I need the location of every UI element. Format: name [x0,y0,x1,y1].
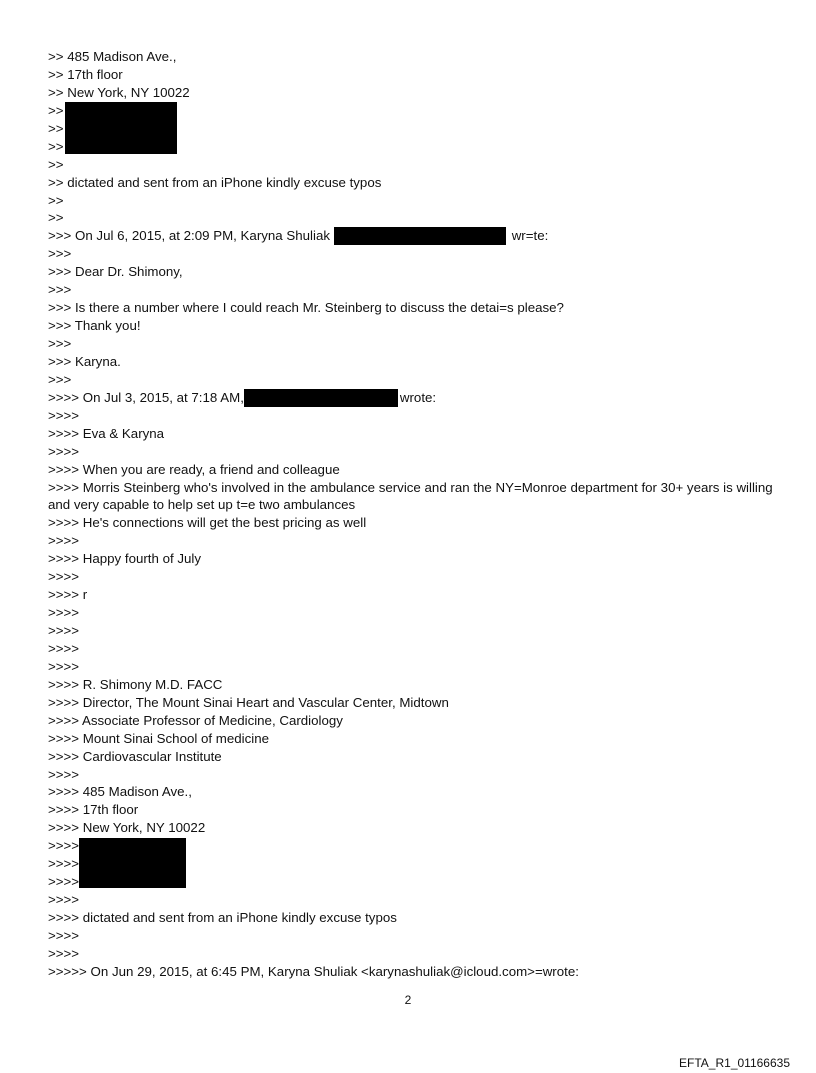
text-line: >>>> Mount Sinai School of medicine [48,730,270,746]
line-text: >>>> On Jul 3, 2015, at 7:18 AM, [48,389,244,405]
text-line [48,227,778,245]
redaction-bar [244,389,398,407]
text-line: >>>> [48,658,80,674]
text-line: >> [48,138,64,154]
text-line: >> 485 Madison Ave., [48,49,177,64]
text-line: >>>> [48,569,80,585]
text-line: >>>> Happy fourth of July [48,551,202,567]
text-line: >>>> When you are ready, a friend and colleague [48,461,340,477]
text-line: >>> Karyna. [48,353,121,369]
text-line: >>>> [48,874,80,890]
text-line: >> [48,120,64,136]
text-line: >>> Thank you! [48,318,141,334]
text-line: >> [48,156,64,172]
text-line: >>>> He's connections will get the best pricing as well [48,515,367,531]
text-line: >> dictated and sent from an iPhone kindly excuse typos [48,174,382,190]
text-line: >>>> 485 Madison Ave., [48,784,192,800]
text-line: >>>> [48,640,80,656]
text-line: >>>> Cardiovascular Institute [48,748,222,764]
text-line: >>>> [48,856,80,872]
text-line: >>>> [48,443,80,459]
text-line: >>>> [48,892,80,908]
text-line: >>>> R. Shimony M.D. FACC [48,676,223,692]
text-line: >>>>> On Jun 29, 2015, at 6:45 PM, Karyna Shuliak <karynashuliak@icloud.com>=wrote: [48,963,579,979]
text-line: >>>> [48,623,80,639]
text-line: >>>> 17th floor [48,802,139,818]
document-id: EFTA_R1_01166635 [679,1056,790,1070]
wrote-suffix: wrote: [399,389,437,405]
text-line: >>>> [48,766,80,782]
page-number: 2 [404,993,412,1007]
text-line: >> [48,210,64,226]
wrote-suffix: wr=te: [511,228,549,244]
line-text: >>> On Jul 6, 2015, at 2:09 PM, Karyna Shuliak [48,228,334,244]
text-line: >>>> Associate Professor of Medicine, Cardiology [48,712,343,728]
text-line: >>> Dear Dr. Shimony, [48,264,183,280]
text-line: >>> [48,282,72,298]
text-line: >>> [48,246,72,262]
text-line: >>>> [48,945,80,961]
text-line [48,389,778,407]
text-line: >>> [48,336,72,351]
text-line: >>>> [48,407,80,423]
redaction-bar [334,227,506,245]
redaction-block [79,838,186,888]
text-line: >>> Is there a number where I could reach Mr. Steinberg to discuss the detai=s please? [48,300,564,316]
text-line: >>>> New York, NY 10022 [48,820,206,836]
text-line: >>>> Eva & Karyna [48,425,165,441]
text-line: >>> [48,371,72,387]
text-line: >> New York, NY 10022 [48,84,190,100]
text-line: >>>> [48,927,80,943]
text-line: >> 17th floor [48,66,123,82]
text-line: >>>> [48,533,80,549]
text-line: >>>> Director, The Mount Sinai Heart and Vascular Center, Midtown [48,694,449,710]
text-line-wrapped: >>>> Morris Steinberg who's involved in the ambulance service and ran the NY=Monroe department for 30+ years is willing and very capable to help set up t=e two ambulances [48,479,773,513]
text-line: >>>> [48,838,80,854]
text-line: >>>> dictated and sent from an iPhone kindly excuse typos [48,910,397,926]
text-line: >>>> [48,605,80,621]
text-line: >>>> r [48,587,88,603]
text-line: >> [48,192,64,208]
redaction-block [65,102,177,154]
text-line: >> [48,102,64,118]
